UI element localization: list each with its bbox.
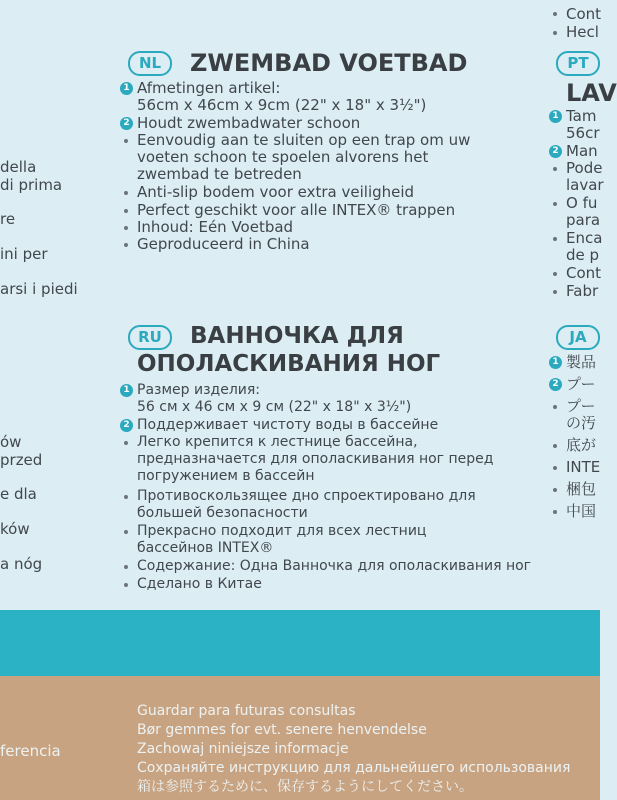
section-title-ru-line2: ОПОЛАСКИВАНИЯ НОГ xyxy=(137,351,441,377)
item-number-1: 1 xyxy=(549,110,562,123)
right-fragment: プー xyxy=(566,375,596,393)
section-title-pt: LAV xyxy=(566,79,617,107)
right-fragment: 梱包 xyxy=(566,480,597,498)
ru-item-line: Размер изделия: xyxy=(137,382,260,398)
language-badge-pt: PT xyxy=(556,51,600,76)
right-fragment: Man xyxy=(566,142,598,160)
ru-item-line: большей безопасности xyxy=(137,505,308,521)
ru-item-line: погружением в бассейн xyxy=(137,468,315,484)
bullet-dot xyxy=(124,441,128,445)
right-fragment: para xyxy=(566,211,601,229)
bullet-dot xyxy=(553,466,557,470)
bullet-dot xyxy=(124,495,128,499)
item-number-1: 1 xyxy=(120,82,133,95)
left-fragment: arsi i piedi xyxy=(0,280,78,298)
right-fragment: O fu xyxy=(566,194,598,212)
nl-item-line: Geproduceerd in China xyxy=(137,235,310,253)
storage-note: 箱は参照するために、保存するようにしてください。 xyxy=(137,779,473,795)
item-number-2: 2 xyxy=(549,145,562,158)
bullet-dot xyxy=(553,405,557,409)
teal-band xyxy=(0,610,600,676)
bullet-dot xyxy=(553,444,557,448)
item-number-1: 1 xyxy=(549,356,562,369)
right-fragment: Tam xyxy=(566,107,597,125)
ru-item-line: 56 см x 46 см x 9 см (22" x 18" x 3½") xyxy=(137,399,412,415)
item-number-2: 2 xyxy=(549,378,562,391)
nl-item-line: Perfect geschikt voor alle INTEX® trappen xyxy=(137,201,456,219)
storage-note: Zachowaj niniejsze informacje xyxy=(137,741,349,757)
bullet-dot xyxy=(553,272,557,276)
left-fragment: a nóg xyxy=(0,555,43,573)
right-fragment: 底が xyxy=(566,436,597,454)
storage-note: Сохраняйте инструкцию для дальнейшего использования xyxy=(137,760,571,776)
left-fragment: e dla xyxy=(0,485,37,503)
ru-item-line: Сделано в Китае xyxy=(137,576,262,592)
bullet-dot xyxy=(124,226,128,230)
bullet-dot xyxy=(553,167,557,171)
left-fragment: di prima xyxy=(0,176,63,194)
left-fragment: ków xyxy=(0,520,30,538)
ru-item-line: бассейнов INTEX® xyxy=(137,540,274,556)
left-fragment: re xyxy=(0,210,16,228)
nl-item-line: 56cm x 46cm x 9cm (22" x 18" x 3½") xyxy=(137,96,427,114)
nl-item-line: Houdt zwembadwater schoon xyxy=(137,114,361,132)
right-fragment: Cont xyxy=(566,264,602,282)
bullet-dot xyxy=(553,12,557,16)
storage-note: Guardar para futuras consultas xyxy=(137,703,356,719)
right-fragment: Hecl xyxy=(566,23,599,41)
section-title-nl: ZWEMBAD VOETBAD xyxy=(190,49,468,77)
section-title-ru-line1: ВАННОЧКА ДЛЯ xyxy=(190,323,404,349)
bullet-dot xyxy=(124,565,128,569)
right-fragment: INTE xyxy=(566,458,601,476)
item-number-2: 2 xyxy=(120,419,133,432)
nl-item-line: Anti-slip bodem voor extra veiligheid xyxy=(137,183,415,201)
right-fragment: lavar xyxy=(566,176,604,194)
bullet-dot xyxy=(124,209,128,213)
right-fragment: 中国 xyxy=(566,502,597,520)
bullet-dot xyxy=(124,530,128,534)
right-fragment: 56cr xyxy=(566,124,600,142)
left-fragment: ferencia xyxy=(0,742,61,760)
nl-item-line: voeten schoon te spoelen alvorens het xyxy=(137,148,429,166)
ru-item-line: Легко крепится к лестнице бассейна, xyxy=(137,434,418,450)
bullet-dot xyxy=(553,202,557,206)
bullet-dot xyxy=(553,290,557,294)
bullet-dot xyxy=(553,488,557,492)
bullet-dot xyxy=(124,243,128,247)
right-fragment: 製品 xyxy=(566,353,597,371)
language-badge-ja: JA xyxy=(556,325,600,350)
nl-item-line: Eenvoudig aan te sluiten op een trap om uw xyxy=(137,131,471,149)
right-fragment: Cont xyxy=(566,5,602,23)
nl-item-line: zwembad te betreden xyxy=(137,165,302,183)
ru-item-line: Поддерживает чистоту воды в бассейне xyxy=(137,417,439,433)
left-fragment: della xyxy=(0,158,37,176)
item-number-1: 1 xyxy=(120,384,133,397)
nl-item-line: Afmetingen artikel: xyxy=(137,79,281,97)
nl-item-line: Inhoud: Eén Voetbad xyxy=(137,218,294,236)
ru-item-line: Содержание: Одна Ванночка для ополаскивания ног xyxy=(137,558,532,574)
bullet-dot xyxy=(553,510,557,514)
right-fragment: Enca xyxy=(566,229,603,247)
bullet-dot xyxy=(124,583,128,587)
storage-note: Bør gemmes for evt. senere henvendelse xyxy=(137,722,427,738)
right-fragment: の汚 xyxy=(566,414,597,432)
right-fragment: Pode xyxy=(566,159,603,177)
item-number-2: 2 xyxy=(120,117,133,130)
left-fragment: przed xyxy=(0,451,43,469)
language-badge-ru: RU xyxy=(128,325,172,350)
right-fragment: Fabr xyxy=(566,282,599,300)
right-fragment: プー xyxy=(566,397,596,415)
bullet-dot xyxy=(124,191,128,195)
ru-item-line: Противоскользящее дно спроектировано для xyxy=(137,488,476,504)
right-fragment: de p xyxy=(566,246,600,264)
ru-item-line: предназначается для ополаскивания ног перед xyxy=(137,451,494,467)
ru-item-line: Прекрасно подходит для всех лестниц xyxy=(137,523,427,539)
bullet-dot xyxy=(553,237,557,241)
bullet-dot xyxy=(553,31,557,35)
left-fragment: ów xyxy=(0,433,22,451)
bullet-dot xyxy=(124,139,128,143)
language-badge-nl: NL xyxy=(128,51,172,76)
left-fragment: ini per xyxy=(0,245,48,263)
